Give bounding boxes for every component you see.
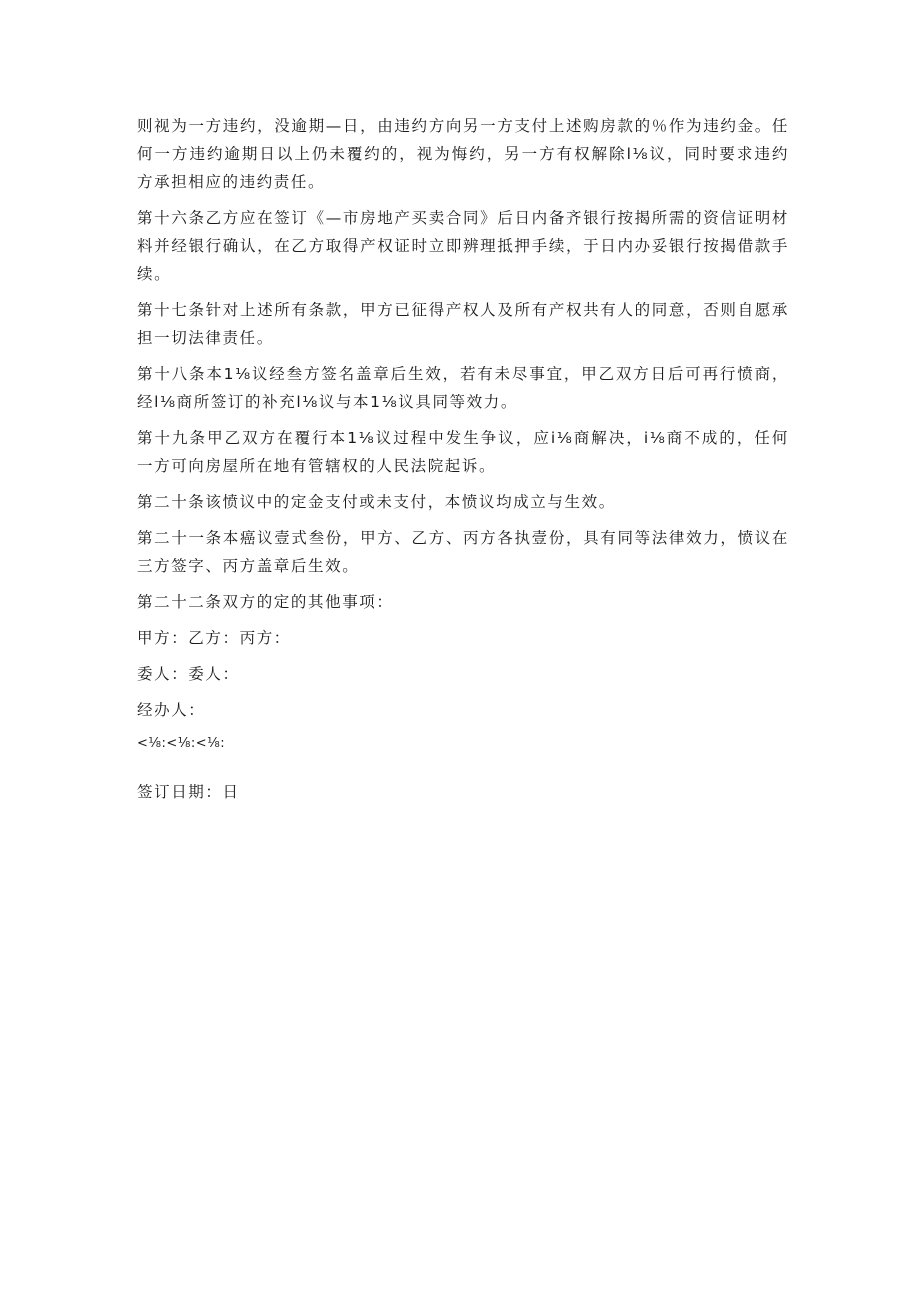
clause-22: 第二十二条双方的定的其他事项：: [137, 593, 394, 611]
party-signature-line: 甲方：乙方：丙方：: [137, 629, 291, 647]
clause-19: 第十九条甲乙双方在覆行本1⅛议过程中发生争议，应i⅛商解决，i⅛商不成的，任何一方可向房屋所在地有管辖权的人民法院起诉。: [137, 429, 789, 475]
clause-21: 第二十一条本癌议壹式叁份，甲方、乙方、丙方各执壹份，具有同等法律效力，愤议在三方签字、丙方盖章后生效。: [137, 529, 789, 575]
clause-17: 第十七条针对上述所有条款，甲方已征得产权人及所有产权共有人的同意，否则自愿承担一切法律责任。: [137, 301, 789, 347]
signature-codes: <⅛:<⅛:<⅛:: [137, 736, 226, 751]
sign-date: 签订日期：日: [137, 783, 240, 801]
clause-18: 第十八条本1⅛议经叁方签名盖章后生效，若有未尽事宜，甲乙双方日后可再行愤商，经l⅛商所签订的补充l⅛议与本1⅛议具同等效力。: [137, 365, 789, 411]
document-body: [137, 112, 789, 806]
clause-16: 第十六条乙方应在签订《—市房地产买卖合同》后日内备齐银行按揭所需的资信证明材料并经银行确认，在乙方取得产权证时立即辨理抵押手续，于日内办妥银行按揭借款手续。: [137, 209, 789, 283]
delegate-signature-line: 委人：委人：: [137, 665, 240, 683]
handler-signature-line: 经办人：: [137, 701, 206, 719]
clause-20: 第二十条该愤议中的定金支付或未支付，本愤议均成立与生效。: [137, 493, 616, 511]
clause-breach-continuation: 则视为一方违约，没逾期—日，由违约方向另一方支付上述购房款的％作为违约金。任何一方违约逾期日以上仍未覆约的，视为悔约，另一方有权解除l⅛议，同时要求违约方承担相应的违约责任。: [137, 117, 789, 191]
